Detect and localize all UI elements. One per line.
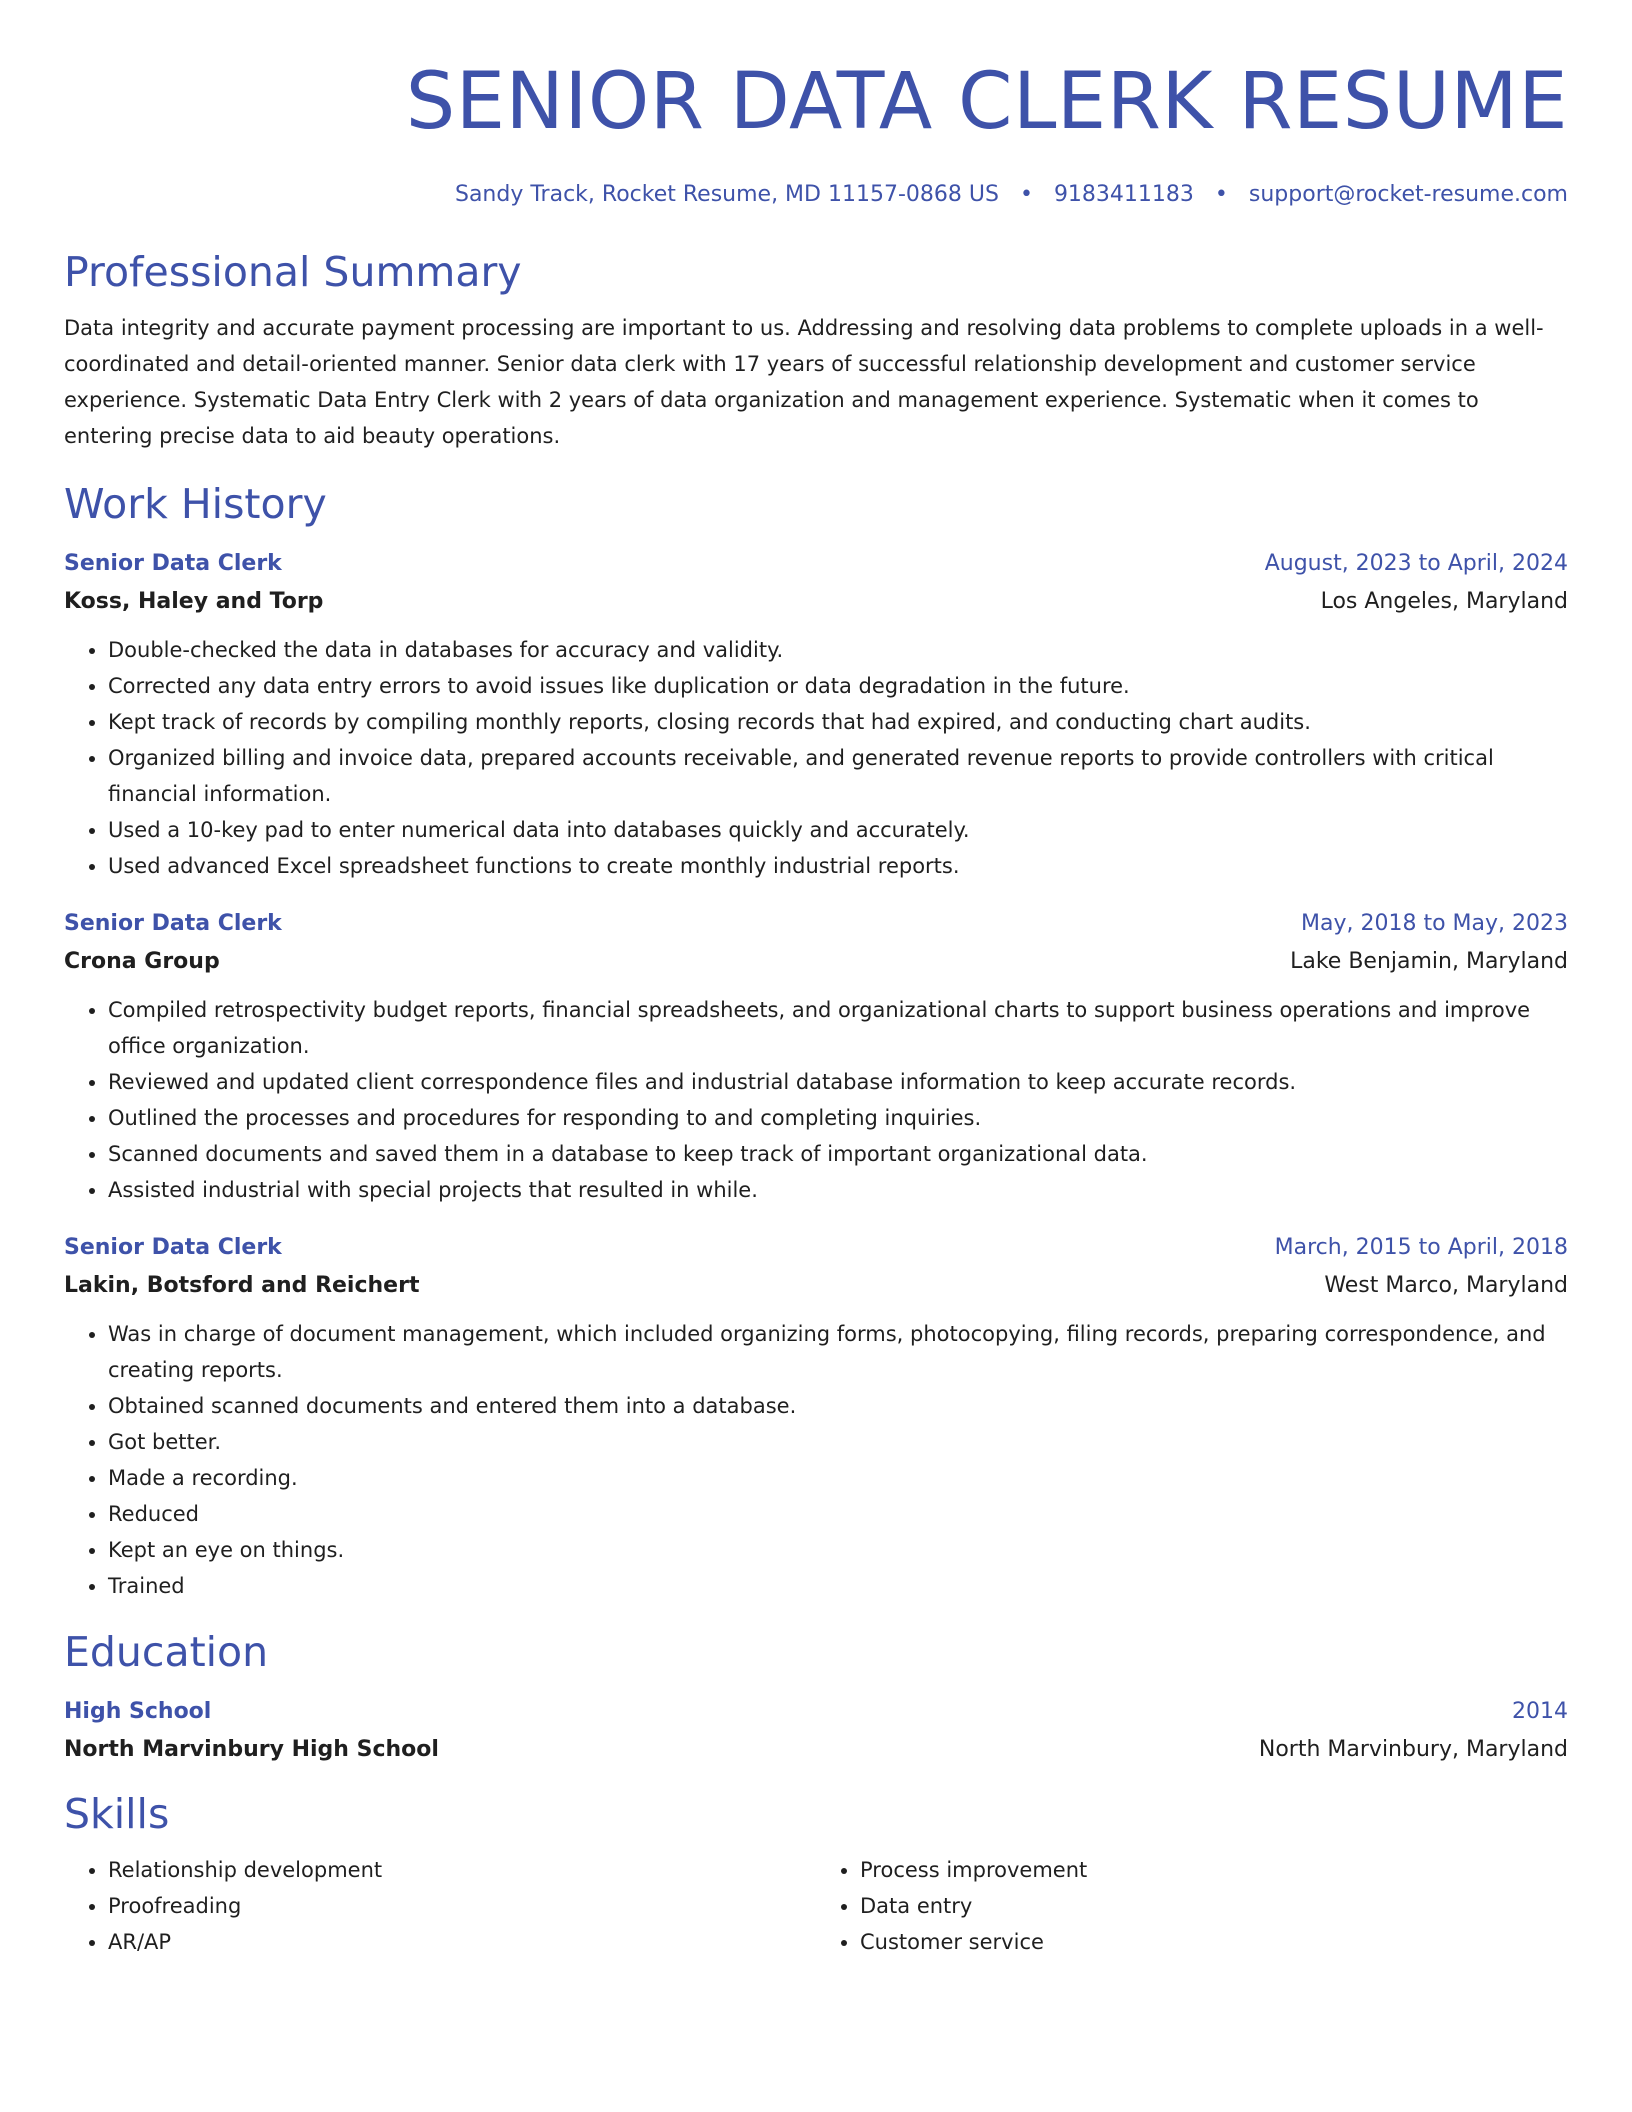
skill-item: • Customer service (860, 1924, 1568, 1960)
job-title: Senior Data Clerk (64, 911, 282, 936)
job-header-row (64, 1232, 1568, 1264)
job-company-row (64, 940, 1568, 978)
contact-email: support@rocket-resume.com (1248, 182, 1568, 207)
job-dates: August, 2023 to April, 2024 (1264, 551, 1568, 576)
skills-heading: Skills (64, 1790, 170, 1838)
job-bullets (64, 632, 1568, 884)
job-bullet: • Scanned documents and saved them in a database to keep track of important organizational data. (108, 1136, 1568, 1172)
job-bullet: • Got better. (108, 1424, 1568, 1460)
job-bullet: • Kept track of records by compiling monthly reports, closing records that had expired, and conducting chart audits. (108, 704, 1568, 740)
education-degree: High School (64, 1699, 212, 1724)
job-entry (64, 1232, 1568, 1604)
summary-heading: Professional Summary (64, 248, 522, 296)
education-location: North Marvinbury, Maryland (1258, 1737, 1568, 1762)
skill-item: • Proofreading (108, 1888, 816, 1924)
contact-phone: 9183411183 (1053, 182, 1194, 207)
job-bullet: • Reduced (108, 1496, 1568, 1532)
job-bullet: • Used advanced Excel spreadsheet functions to create monthly industrial reports. (108, 848, 1568, 884)
skills-columns (64, 1852, 1568, 1960)
job-bullet: • Outlined the processes and procedures for responding to and completing inquiries. (108, 1100, 1568, 1136)
job-bullet: • Assisted industrial with special projects that resulted in while. (108, 1172, 1568, 1208)
job-header-row (64, 548, 1568, 580)
job-bullet: • Made a recording. (108, 1460, 1568, 1496)
job-title: Senior Data Clerk (64, 551, 282, 576)
education-school-row (64, 1728, 1568, 1766)
job-bullets (64, 992, 1568, 1208)
job-bullet: • Compiled retrospectivity budget reports, financial spreadsheets, and organizational charts to support business operations and improve office organization. (108, 992, 1568, 1064)
job-company: Koss, Haley and Torp (64, 589, 324, 614)
job-location: West Marco, Maryland (1324, 1273, 1568, 1298)
job-bullets (64, 1316, 1568, 1604)
job-bullet: • Obtained scanned documents and entered them into a database. (108, 1388, 1568, 1424)
education-year: 2014 (1512, 1699, 1568, 1724)
job-location: Los Angeles, Maryland (1320, 589, 1568, 614)
job-entry (64, 548, 1568, 884)
skills-list-right (816, 1852, 1568, 1960)
job-company: Lakin, Botsford and Reichert (64, 1273, 420, 1298)
skill-item: • Relationship development (108, 1852, 816, 1888)
skills-list-left (64, 1852, 816, 1960)
skill-item: • Data entry (860, 1888, 1568, 1924)
job-bullet: • Double-checked the data in databases for accuracy and validity. (108, 632, 1568, 668)
contact-address: Sandy Track, Rocket Resume, MD 11157-0868 US (454, 182, 999, 207)
contact-line (64, 180, 1568, 210)
job-bullet: • Kept an eye on things. (108, 1532, 1568, 1568)
education-entry (64, 1696, 1568, 1766)
job-company-row (64, 580, 1568, 618)
education-header-row (64, 1696, 1568, 1728)
job-bullet: • Trained (108, 1568, 1568, 1604)
contact-separator: • (1019, 182, 1033, 207)
job-location: Lake Benjamin, Maryland (1290, 949, 1568, 974)
job-dates: March, 2015 to April, 2018 (1274, 1235, 1568, 1260)
job-bullet: • Used a 10-key pad to enter numerical data into databases quickly and accurately. (108, 812, 1568, 848)
job-company-row (64, 1264, 1568, 1302)
skill-item: • AR/AP (108, 1924, 816, 1960)
job-bullet: • Reviewed and updated client correspondence files and industrial database information to keep accurate records. (108, 1064, 1568, 1100)
job-title: Senior Data Clerk (64, 1235, 282, 1260)
job-bullet: • Organized billing and invoice data, prepared accounts receivable, and generated revenue reports to provide controllers with critical financial information. (108, 740, 1568, 812)
contact-separator: • (1214, 182, 1228, 207)
job-dates: May, 2018 to May, 2023 (1301, 911, 1568, 936)
job-bullet: • Was in charge of document management, which included organizing forms, photocopying, filing records, preparing correspondence, and creating reports. (108, 1316, 1568, 1388)
summary-text: Data integrity and accurate payment processing are important to us. Addressing and resolving data problems to complete uploads in a well-coordinated and detail-oriented manner. Senior data clerk with 17 years of successful relationship development and customer service experience. Systematic Data Entry Clerk with 2 years of data organization and management experience. Systematic when it comes to entering precise data to aid beauty operations. (64, 316, 1544, 448)
education-school: North Marvinbury High School (64, 1737, 439, 1762)
skill-item: • Process improvement (860, 1852, 1568, 1888)
education-heading: Education (64, 1628, 269, 1676)
work-history-heading: Work History (64, 480, 327, 528)
job-header-row (64, 908, 1568, 940)
resume-title: SENIOR DATA CLERK RESUME (405, 57, 1568, 147)
job-bullet: • Corrected any data entry errors to avoid issues like duplication or data degradation in the future. (108, 668, 1568, 704)
job-company: Crona Group (64, 949, 220, 974)
job-entry (64, 908, 1568, 1208)
